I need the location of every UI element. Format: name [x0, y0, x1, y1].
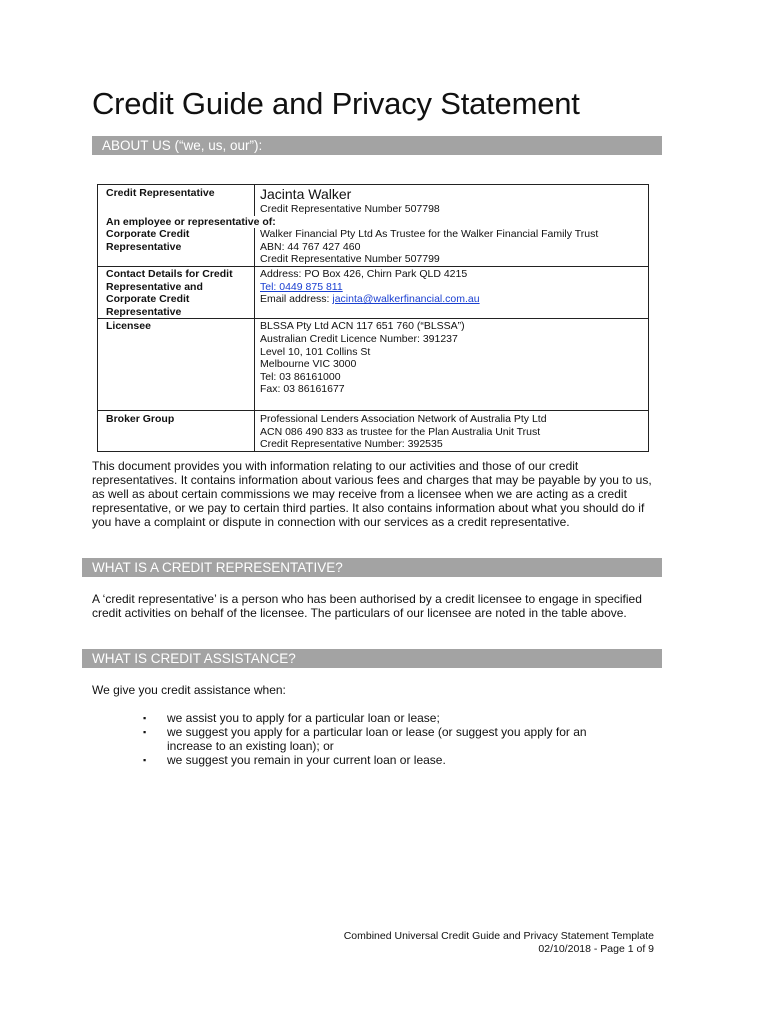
licensee-licence-number: Australian Credit Licence Number: 391237 [260, 332, 458, 345]
table-row-licensee [98, 319, 649, 411]
corporate-name: Walker Financial Pty Ltd As Trustee for the Walker Financial Family Trust [260, 228, 599, 241]
what-is-credit-representative-header: WHAT IS A CREDIT REPRESENTATIVE? [82, 558, 662, 577]
list-item [143, 753, 633, 767]
list-item [143, 711, 633, 725]
contact-label-line: Representative [106, 305, 182, 318]
contact-address: Address: PO Box 426, Chirn Park QLD 4215 [260, 267, 468, 280]
page-title: Credit Guide and Privacy Statement [92, 86, 580, 121]
licensee-fax: Fax: 03 86161677 [260, 383, 345, 396]
corporate-rep-number: Credit Representative Number 507799 [260, 253, 440, 266]
contact-label-line: Representative and [106, 280, 203, 293]
credit-representative-label: Credit Representative [106, 187, 215, 199]
licensee-label: Licensee [98, 319, 255, 411]
licensee-address-line: Melbourne VIC 3000 [260, 358, 357, 371]
contact-email-link[interactable]: jacinta@walkerfinancial.com.au [332, 293, 480, 306]
broker-name: Professional Lenders Association Network of Australia Pty Ltd [260, 412, 547, 425]
contact-label-line: Corporate Credit [106, 293, 190, 306]
credit-assistance-intro: We give you credit assistance when: [92, 683, 286, 697]
footer-date-page: 02/10/2018 - Page 1 of 9 [538, 943, 654, 955]
table-row-credit-representative [98, 185, 649, 216]
broker-group-label: Broker Group [98, 410, 255, 451]
contact-label-line: Contact Details for Credit [106, 267, 233, 280]
list-item-text: we suggest you remain in your current loan or lease. [167, 753, 446, 767]
intro-paragraph: This document provides you with information relating to our activities and those of our credit representatives. It contains information about various fees and charges that may be payable by you to us, as well as about certain commissions we may receive from a licensee when we are acting as a credit representative, or we pay to certain third parties. It also contains information about what you should do if you have a complaint or dispute in connection with our services as a credit representative. [92, 459, 652, 529]
credit-representative-paragraph: A ‘credit representative’ is a person who has been authorised by a credit licensee to engage in specified credit activities on behalf of the licensee. The particulars of our licensee are noted in the table above. [92, 592, 642, 620]
licensee-address-line: Level 10, 101 Collins St [260, 345, 371, 358]
licensee-tel: Tel: 03 86161000 [260, 370, 341, 383]
square-bullet-icon: ▪ [143, 713, 147, 723]
broker-rep-number: Credit Representative Number: 392535 [260, 438, 443, 451]
table-row-corporate [98, 228, 649, 266]
footer-template-name: Combined Universal Credit Guide and Privacy Statement Template [343, 930, 654, 942]
table-row-contact [98, 266, 649, 318]
corporate-label-line: Corporate Credit [106, 228, 190, 241]
about-us-header: ABOUT US (“we, us, our”): [92, 136, 662, 155]
corporate-label-line: Representative [106, 240, 182, 253]
list-item-text: we assist you to apply for a particular loan or lease; [167, 711, 440, 725]
what-is-credit-assistance-header: WHAT IS CREDIT ASSISTANCE? [82, 649, 662, 668]
credit-representative-name: Jacinta Walker [260, 186, 352, 202]
broker-acn: ACN 086 490 833 as trustee for the Plan Australia Unit Trust [260, 425, 541, 438]
square-bullet-icon: ▪ [143, 755, 147, 765]
table-row-broker [98, 410, 649, 451]
square-bullet-icon: ▪ [143, 727, 147, 737]
corporate-abn: ABN: 44 767 427 460 [260, 240, 361, 253]
list-item [143, 725, 633, 753]
table-row-employee-of [98, 216, 649, 229]
page-footer [344, 930, 654, 956]
employee-of-label: An employee or representative of: [106, 215, 276, 228]
contact-phone-link[interactable]: Tel: 0449 875 811 [260, 280, 343, 293]
licensee-name: BLSSA Pty Ltd ACN 117 651 760 (“BLSSA”) [260, 320, 465, 333]
credit-details-table [97, 184, 649, 452]
credit-representative-number: Credit Representative Number 507798 [260, 203, 440, 215]
list-item-text: we suggest you apply for a particular loan or lease (or suggest you apply for an increase to an existing loan); or [167, 725, 587, 753]
credit-assistance-list [143, 711, 633, 767]
contact-email-prefix: Email address: [260, 293, 333, 306]
